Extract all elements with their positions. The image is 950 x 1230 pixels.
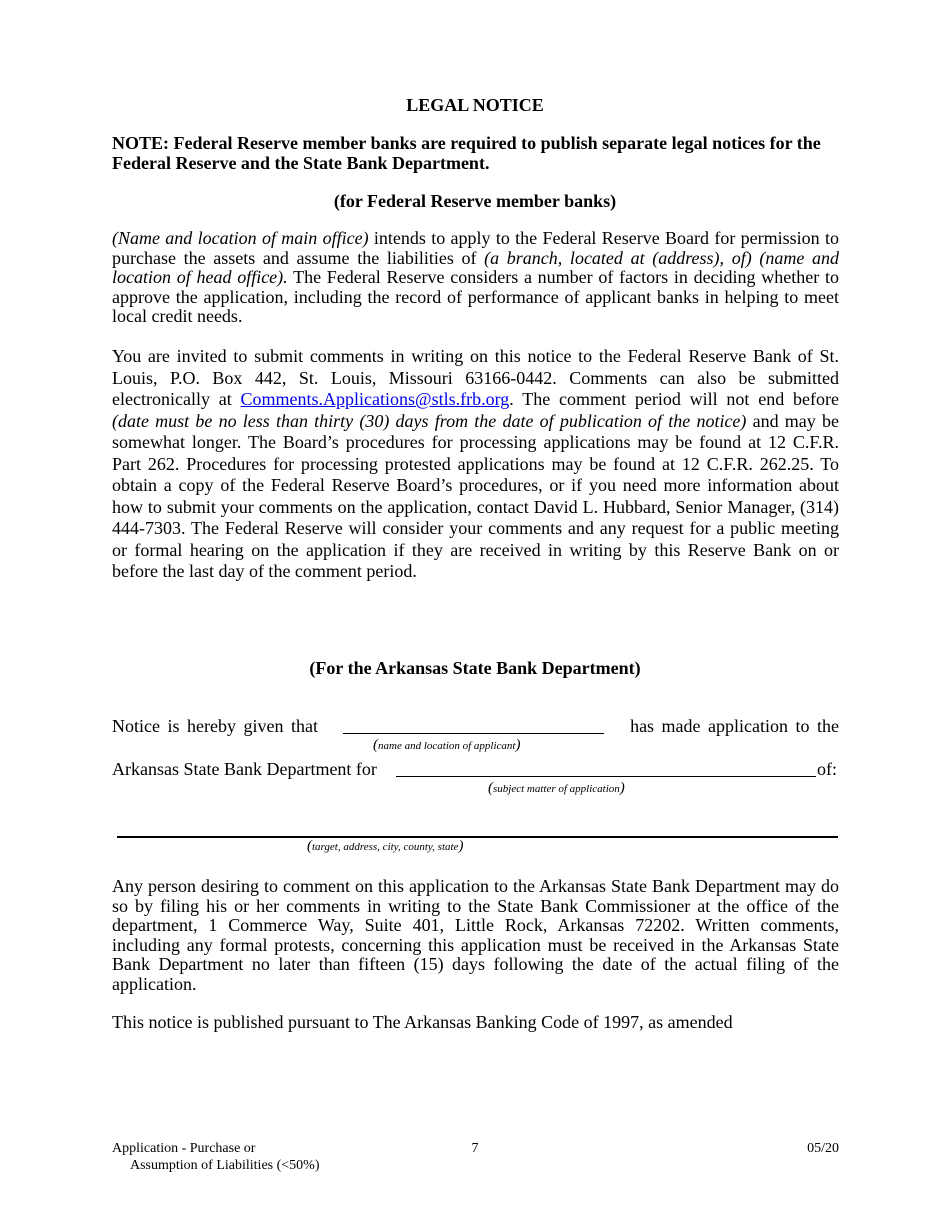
date-placeholder: (date must be no less than thirty (30) days from the date of publication of the notice) bbox=[112, 410, 747, 431]
page-number: 7 bbox=[471, 1141, 479, 1156]
footer-left-line2: Assumption of Liabilities (<50%) bbox=[130, 1158, 320, 1173]
federal-paragraph-2-text-c: and may be somewhat longer. The Board’s procedures for processing applications may be found at 12 C.F.R. Part 262. Procedures for processing protested applications may be found at 12 C.F.R. 262.25. To obtain a copy of the Federal Reserve Board’s procedures, or if you need more information about how to submit your comments on the application, contact David L. Hubbard, Senior Manager, (314) 444-7303. The Federal Reserve will consider your comments and any request for a public meeting or formal hearing on the application if they are received in writing by this Reserve Bank on or before the last day of the comment period. bbox=[112, 410, 839, 581]
form-line2-suffix: of: bbox=[817, 759, 837, 779]
comments-email-link[interactable]: Comments.Applications@stls.frb.org bbox=[240, 389, 510, 409]
state-paragraph-2: This notice is published pursuant to The Arkansas Banking Code of 1997, as amended bbox=[112, 1012, 733, 1032]
branch-placeholder: (a branch, located at (address), of) (name and location of head office). bbox=[112, 247, 839, 287]
federal-paragraph-1-text-a: intends to apply to the Federal Reserve Board for permission to purchase the assets and assume the liabilities of bbox=[112, 228, 839, 268]
federal-paragraph-1-text-b: The Federal Reserve considers a number of factors in deciding whether to approve the application, including the record of performance of applicant banks in helping to meet local credit needs. bbox=[112, 267, 839, 326]
form-line1-suffix: has made application to the bbox=[630, 716, 839, 736]
applicant-blank-line bbox=[343, 733, 604, 734]
target-blank-line bbox=[117, 836, 838, 838]
federal-section-heading: (for Federal Reserve member banks) bbox=[333, 191, 617, 211]
page-title: LEGAL NOTICE bbox=[406, 95, 544, 115]
applicant-caption: (name and location of applicant) bbox=[373, 737, 521, 753]
main-office-placeholder: (Name and location of main office) bbox=[112, 228, 369, 248]
footer-left-line1: Application - Purchase or bbox=[112, 1141, 256, 1156]
federal-paragraph-1 bbox=[112, 229, 839, 327]
note-text: NOTE: Federal Reserve member banks are required to publish separate legal notices for the Federal Reserve and the State Bank Department. bbox=[112, 133, 821, 173]
target-caption-text: target, address, city, county, state bbox=[312, 841, 459, 853]
federal-paragraph-2 bbox=[112, 346, 839, 583]
subject-blank-line bbox=[396, 776, 816, 777]
subject-caption-text: subject matter of application bbox=[493, 783, 620, 795]
target-caption: (target, address, city, county, state) bbox=[307, 838, 464, 854]
footer-date: 05/20 bbox=[807, 1141, 839, 1156]
state-section-heading: (For the Arkansas State Bank Department) bbox=[309, 658, 641, 678]
form-line1-prefix: Notice is hereby given that bbox=[112, 716, 318, 736]
state-paragraph-1: Any person desiring to comment on this application to the Arkansas State Bank Department may do so by filing his or her comments in writing to the State Bank Commissioner at the office of the department, 1 Commerce Way, Suite 401, Little Rock, Arkansas 72202. Written comments, including any formal protests, concerning this application must be received in the Arkansas State Bank Department no later than fifteen (15) days following the date of the actual filing of the application. bbox=[112, 876, 839, 994]
federal-paragraph-2-text-a: You are invited to submit comments in writing on this notice to the Federal Reserve Bank of St. Louis, P.O. Box 442, St. Louis, Missouri 63166-0442. Comments can also be submitted electronically at bbox=[112, 346, 839, 409]
form-line2-prefix: Arkansas State Bank Department for bbox=[112, 759, 377, 779]
federal-paragraph-2-text-b: . The comment period will not end before bbox=[509, 389, 839, 409]
applicant-caption-text: name and location of applicant bbox=[378, 740, 516, 752]
subject-caption: (subject matter of application) bbox=[488, 780, 625, 796]
